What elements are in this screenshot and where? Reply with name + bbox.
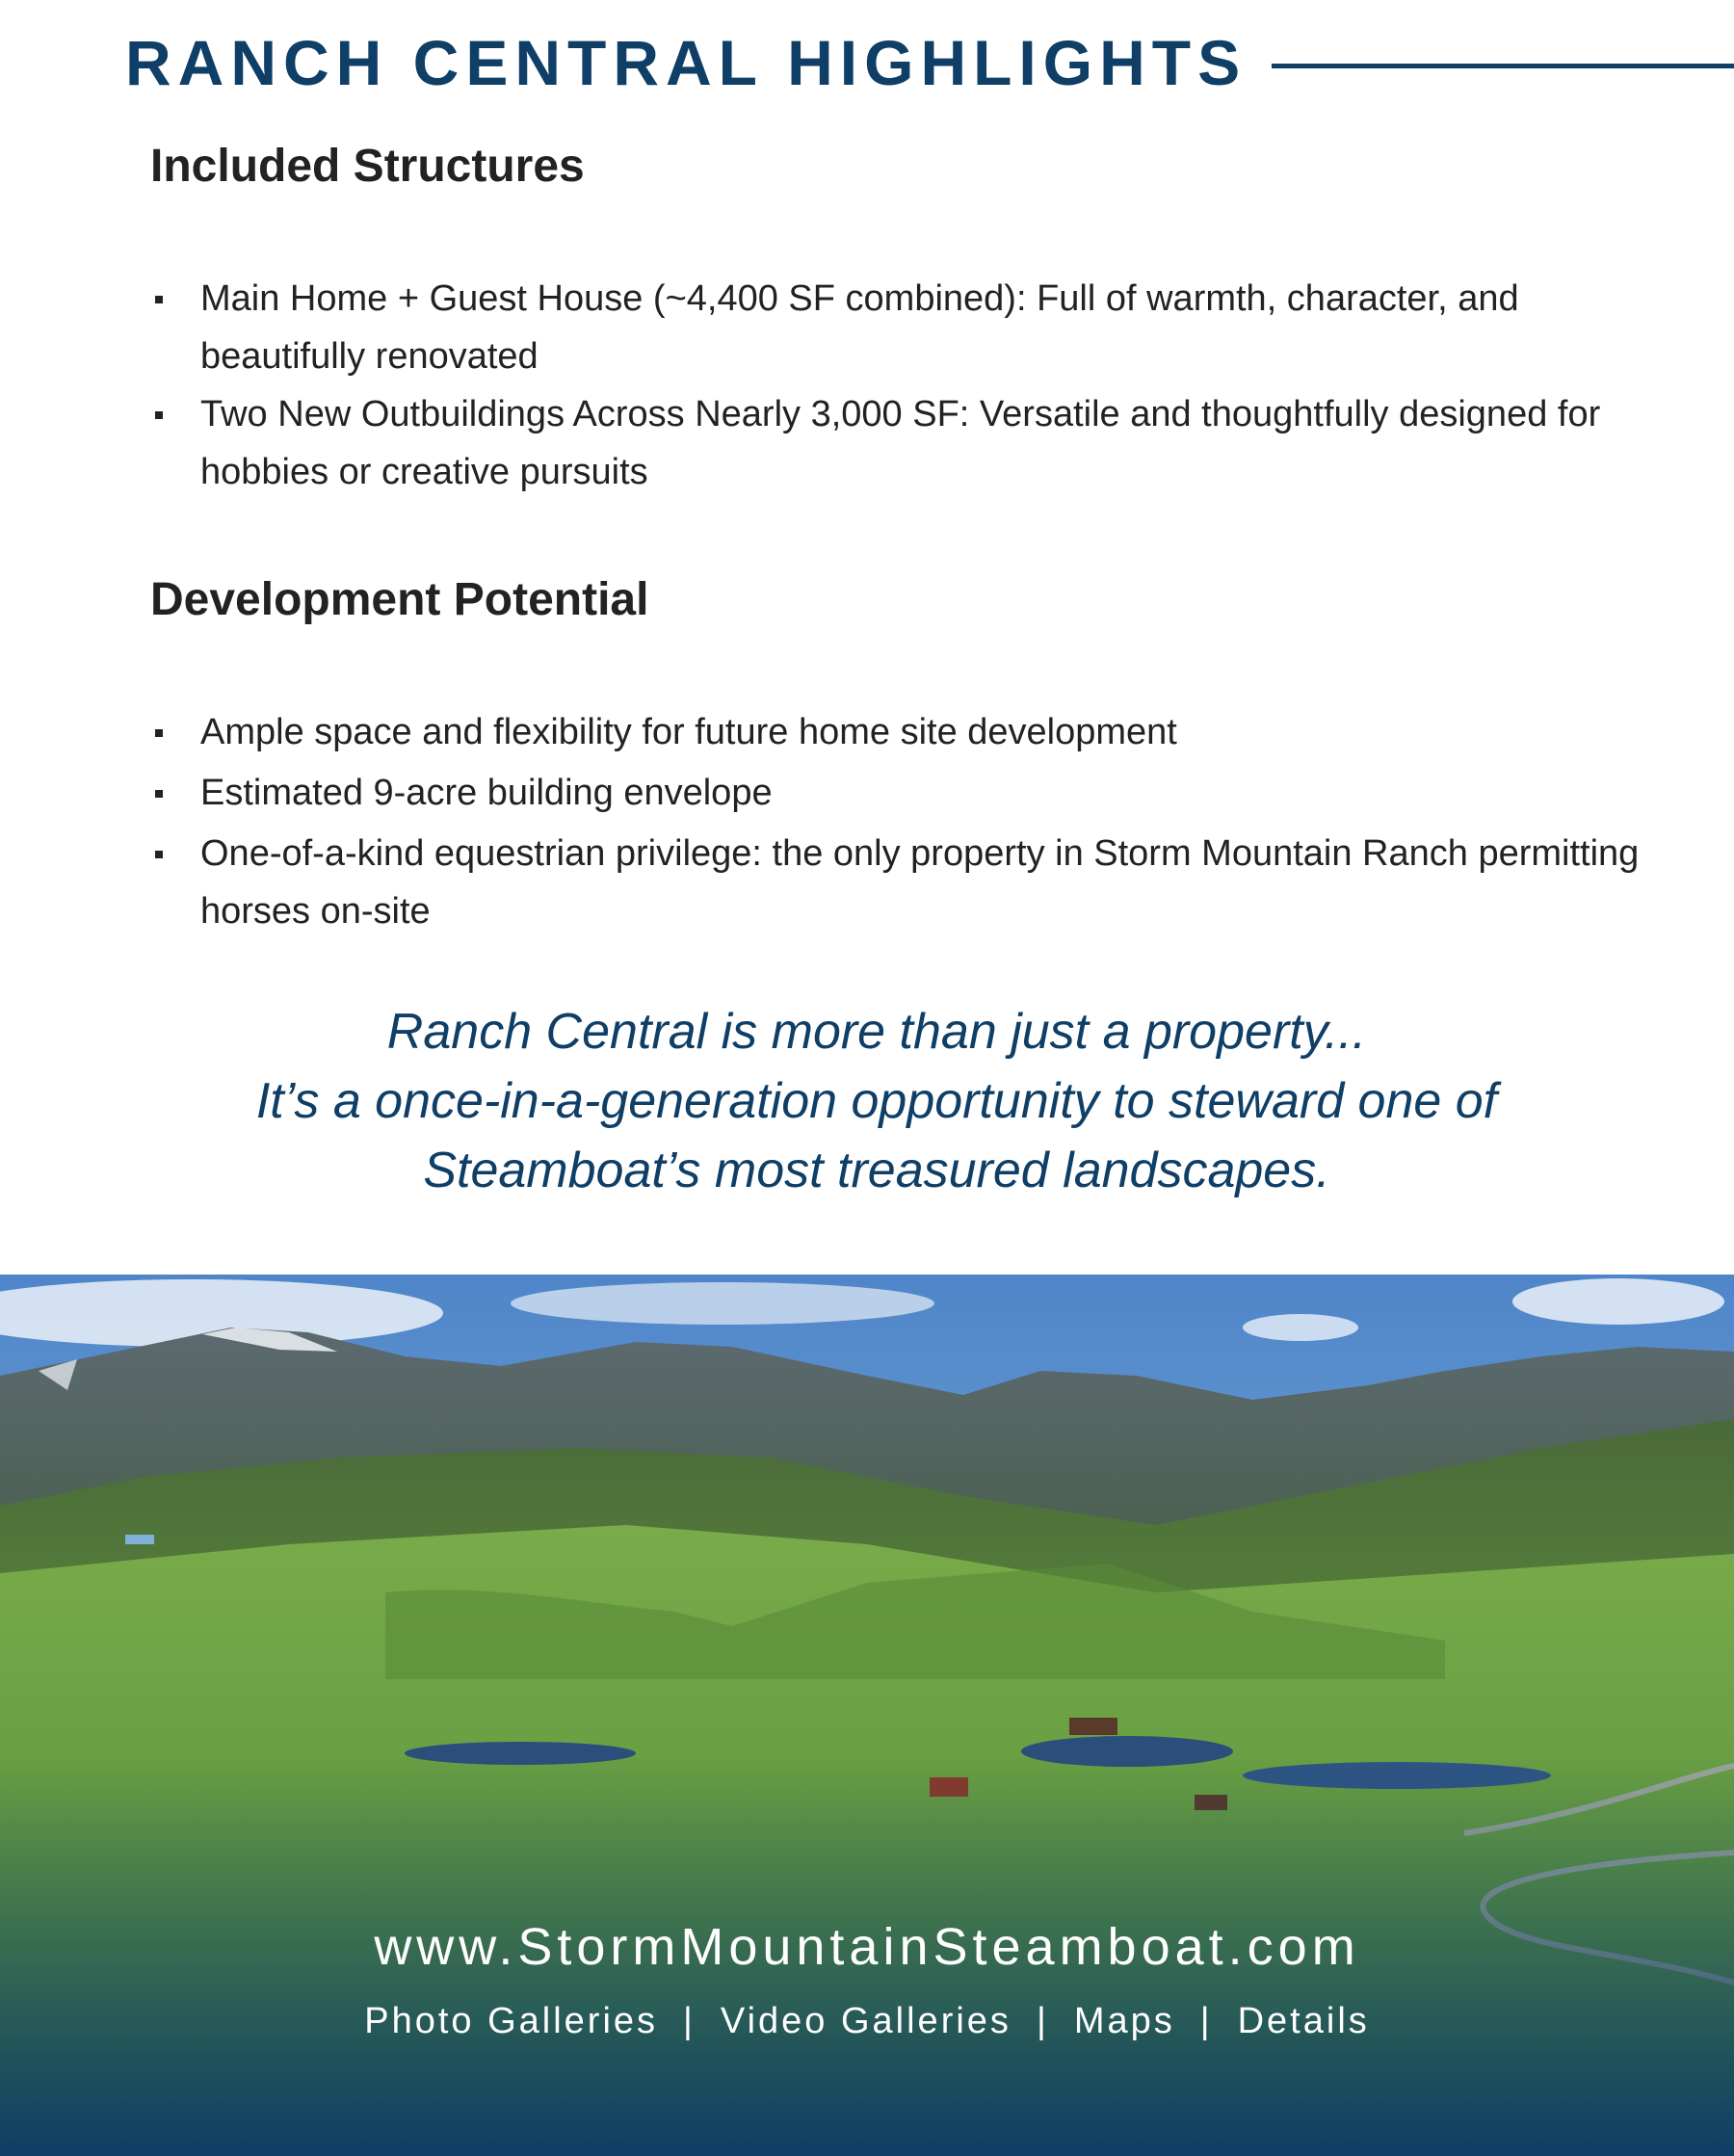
title-rule — [1272, 64, 1734, 68]
bullet-icon — [155, 851, 163, 858]
details-link[interactable]: Details — [1237, 2001, 1370, 2041]
section-heading: Included Structures — [150, 141, 585, 192]
quote-line: Steamboat’s most treasured landscapes. — [423, 1143, 1330, 1198]
website-url[interactable]: www.StormMountainSteamboat.com — [374, 1918, 1360, 1976]
bullet-icon — [155, 790, 163, 798]
page-title: RANCH CENTRAL HIGHLIGHTS — [125, 27, 1248, 98]
link-separator: | — [1036, 2001, 1049, 2041]
bullet-icon — [155, 296, 163, 303]
link-separator: | — [683, 2001, 696, 2041]
list-item: One-of-a-kind equestrian privilege: the only property in Storm Mountain Ranch permitting horses on-site — [150, 825, 1653, 940]
video-galleries-link[interactable]: Video Galleries — [720, 2001, 1012, 2041]
list-item: Two New Outbuildings Across Nearly 3,000 SF: Versatile and thoughtfully designed for hobbies or creative pursuits — [150, 385, 1653, 501]
footer-links — [0, 2001, 1734, 2042]
included-structures-section — [150, 140, 1653, 501]
page-header — [125, 19, 1734, 106]
quote-line: It’s a once-in-a-generation opportunity to steward one of — [255, 1073, 1498, 1129]
list-item: Ample space and flexibility for future home site development — [150, 703, 1653, 761]
development-potential-section — [150, 573, 1653, 943]
list-item: Estimated 9-acre building envelope — [150, 764, 1653, 822]
development-list — [150, 703, 1653, 940]
structures-list — [150, 270, 1653, 501]
list-item: Main Home + Guest House (~4,400 SF combined): Full of warmth, character, and beautifully renovated — [150, 270, 1653, 385]
bullet-icon — [155, 411, 163, 419]
maps-link[interactable]: Maps — [1073, 2001, 1175, 2041]
quote-line: Ranch Central is more than just a property... — [386, 1004, 1367, 1060]
photo-galleries-link[interactable]: Photo Galleries — [364, 2001, 659, 2041]
tagline-quote — [96, 997, 1657, 1205]
link-separator: | — [1199, 2001, 1213, 2041]
bullet-icon — [155, 729, 163, 737]
section-heading: Development Potential — [150, 574, 649, 625]
